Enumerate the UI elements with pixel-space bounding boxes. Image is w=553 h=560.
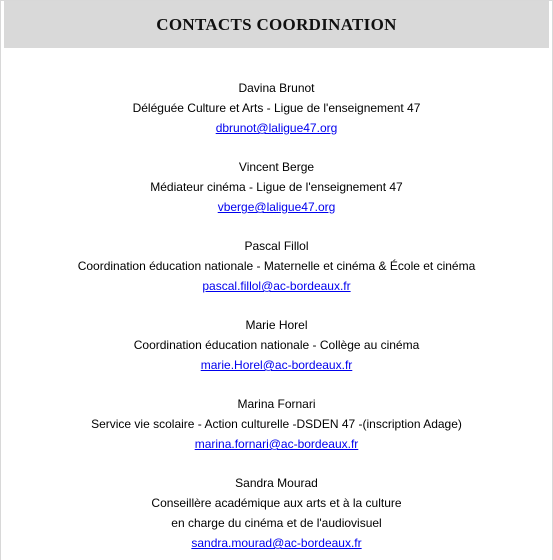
contact-role: Coordination éducation nationale - Collège au cinéma	[133, 338, 420, 352]
section-header	[4, 1, 549, 48]
contact-name: Vincent Berge	[238, 160, 315, 174]
contact-email-link[interactable]: pascal.fillol@ac-bordeaux.fr	[202, 279, 351, 293]
contact-email-link[interactable]: marina.fornari@ac-bordeaux.fr	[194, 437, 359, 451]
contact-card-marina-fornari	[1, 394, 552, 454]
contact-email-link[interactable]: vberge@laligue47.org	[217, 200, 336, 214]
contact-card-davina-brunot	[1, 78, 552, 138]
contact-card-sandra-mourad	[1, 473, 552, 553]
contact-email-link[interactable]: sandra.mourad@ac-bordeaux.fr	[191, 536, 362, 550]
contact-name: Pascal Fillol	[244, 239, 309, 253]
contact-name: Davina Brunot	[238, 81, 315, 95]
contact-name: Marina Fornari	[237, 397, 316, 411]
contact-role: Conseillère académique aux arts et à la culture	[151, 496, 402, 510]
contact-email-link[interactable]: dbrunot@laligue47.org	[215, 121, 338, 135]
contact-list	[1, 48, 552, 553]
contact-card-marie-horel	[1, 315, 552, 375]
contact-card-vincent-berge	[1, 157, 552, 217]
contact-email-link[interactable]: marie.Horel@ac-bordeaux.fr	[200, 358, 353, 372]
contact-name: Marie Horel	[245, 318, 308, 332]
contact-role: Médiateur cinéma - Ligue de l'enseignement 47	[150, 180, 403, 194]
contact-role: Coordination éducation nationale - Maternelle et cinéma & École et cinéma	[77, 259, 476, 273]
contact-role: en charge du cinéma et de l'audiovisuel	[171, 516, 382, 530]
contact-name: Sandra Mourad	[235, 476, 318, 490]
section-title: CONTACTS COORDINATION	[156, 14, 397, 34]
contact-role: Déléguée Culture et Arts - Ligue de l'enseignement 47	[132, 101, 421, 115]
contact-role: Service vie scolaire - Action culturelle -DSDEN 47 -(inscription Adage)	[91, 417, 462, 431]
contact-card-pascal-fillol	[1, 236, 552, 296]
